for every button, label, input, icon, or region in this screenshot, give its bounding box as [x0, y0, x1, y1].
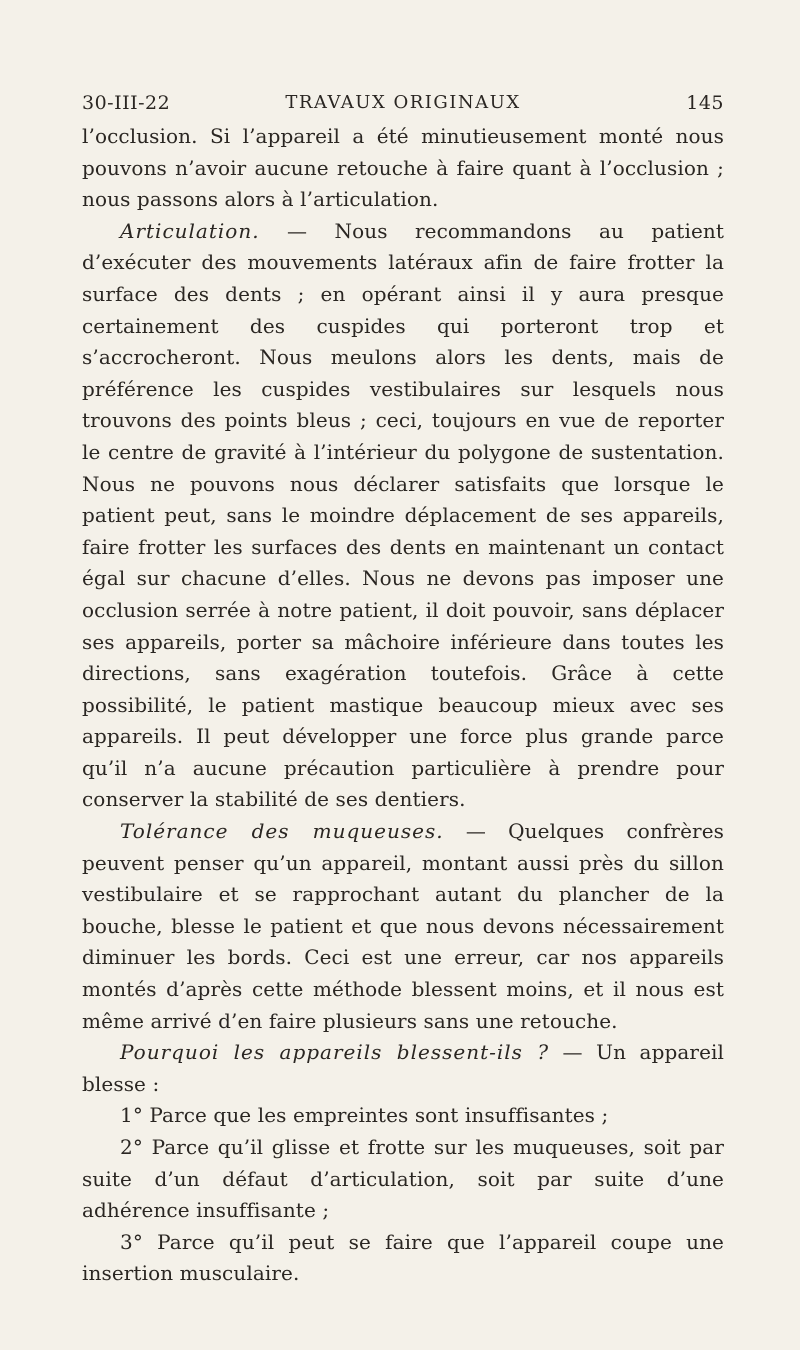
paragraph-pourquoi	[82, 1037, 724, 1100]
paragraph-heading: Articulation.	[120, 218, 260, 243]
body-text	[82, 121, 724, 1290]
paragraph-text: — Nous recommandons au patient d’exécuter des mouvements latéraux afin de faire frotter la surface des dents ; en opérant ainsi il y aura presque certainement des cuspides qui porteront trop et s’accrocheront. Nous meulons alors les dents, mais de préférence les cuspides vestibulaires sur lesquels nous trouvons des points bleus ; ceci, toujours en vue de reporter le centre de gravité à l’intérieur du polygone de sustentation. Nous ne pouvons nous déclarer satisfaits que lorsque le patient peut, sans le moindre déplacement de ses appareils, faire frotter les surfaces des dents en maintenant un contact égal sur chacune d’elles. Nous ne devons pas imposer une occlusion serrée à notre patient, il doit pouvoir, sans déplacer ses appareils, porter sa mâchoire inférieure dans toutes les directions, sans exagération toutefois. Grâce à cette possibilité, le patient mastique beaucoup mieux avec ses appareils. Il peut développer une force plus grande parce qu’il n’a aucune précaution particulière à prendre pour conserver la stabilité de ses dentiers.	[82, 218, 724, 812]
paragraph-text: 2° Parce qu’il glisse et frotte sur les muqueuses, soit par suite d’un défaut d’articulation, soit par suite d’une adhérence insuffisante ;	[82, 1135, 724, 1223]
paragraph-heading: Pourquoi les appareils blessent-ils ?	[120, 1040, 550, 1065]
section-title: TRAVAUX ORIGINAUX	[285, 92, 521, 113]
paragraph-tolerance	[82, 816, 724, 1037]
list-item	[82, 1100, 724, 1132]
list-item	[82, 1132, 724, 1227]
running-head	[82, 92, 724, 118]
issue-date: 30-III-22	[82, 92, 171, 114]
paragraph-continued	[82, 121, 724, 216]
paragraph-text: l’occlusion. Si l’appareil a été minutieusement monté nous pouvons n’avoir aucune retouche à faire quant à l’occlusion ; nous passons alors à l’articulation.	[82, 124, 724, 212]
page-number: 145	[686, 92, 724, 114]
paragraph-text: 3° Parce qu’il peut se faire que l’appareil coupe une insertion musculaire.	[82, 1229, 724, 1286]
paragraph-text: — Un appareil blesse :	[82, 1040, 725, 1096]
paragraph-heading: Tolérance des muqueuses.	[120, 819, 444, 844]
paragraph-text: 1° Parce que les empreintes sont insuffisantes ;	[120, 1103, 609, 1128]
paragraph-articulation	[82, 216, 724, 816]
list-item	[82, 1227, 724, 1290]
paragraph-text: — Quelques confrères peuvent penser qu’un appareil, montant aussi près du sillon vestibulaire et se rapprochant autant du plancher de la bouche, blesse le patient et que nous devons nécessairement diminuer les bords. Ceci est une erreur, car nos appareils montés d’après cette méthode blessent moins, et il nous est même arrivé d’en faire plusieurs sans une retouche.	[82, 819, 724, 1033]
